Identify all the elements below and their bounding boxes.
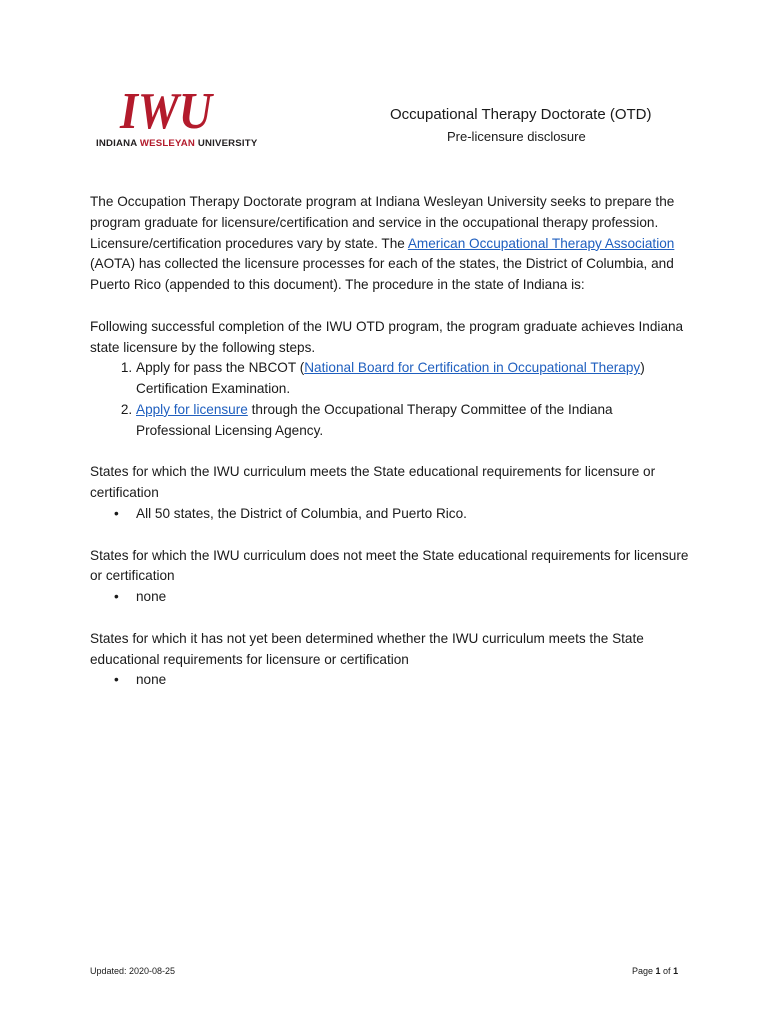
document-subtitle: Pre-licensure disclosure: [447, 129, 586, 144]
svg-text:IWU: IWU: [119, 84, 214, 134]
document-title: Occupational Therapy Doctorate (OTD): [390, 106, 652, 123]
not-meets-list: [90, 587, 690, 608]
apply-licensure-link[interactable]: Apply for licensure: [136, 401, 248, 417]
not-meets-heading: States for which the IWU curriculum does not meet the State educational requirements for licensure or certification: [90, 547, 689, 584]
step-apply-licensure: 2. Apply for licensure through the Occupational Therapy Committee of the Indiana Professional Licensing Agency.: [136, 400, 690, 442]
nbcot-link[interactable]: National Board for Certification in Occupational Therapy: [304, 360, 641, 376]
not-meets-item: • none: [136, 587, 690, 608]
iwu-logo-wordmark: INDIANA WESLEYAN UNIVERSITY: [96, 138, 258, 149]
undetermined-list: [90, 670, 690, 691]
meets-list: [90, 504, 690, 525]
updated-date: Updated: 2020-08-25: [90, 966, 176, 976]
page-number: Page 1 of 1: [632, 966, 679, 976]
undetermined-item: • none: [136, 670, 690, 691]
step-nbcot: 1. Apply for pass the NBCOT (National Board for Certification in Occupational Therapy) Certification Examination.: [136, 358, 690, 400]
licensure-steps-intro: Following successful completion of the IWU OTD program, the program graduate achieves Indiana state licensure by the following steps.: [90, 318, 684, 355]
meets-requirements-section: [90, 462, 690, 524]
undetermined-heading: States for which it has not yet been determined whether the IWU curriculum meets the State educational requirements for licensure or certification: [90, 630, 644, 667]
undetermined-section: [90, 629, 690, 691]
licensure-steps-list: [90, 358, 690, 441]
meets-heading: States for which the IWU curriculum meets the State educational requirements for licensure or certification: [90, 464, 656, 501]
aota-link[interactable]: American Occupational Therapy Association: [407, 235, 675, 251]
intro-paragraph: The Occupation Therapy Doctorate program at Indiana Wesleyan University seeks to prepare the program graduate for licensure/certification and service in the occupational therapy profession. Licensure/certification procedures vary by state. The American Occupational Therapy Association (AOTA) has collected the licensure processes for each of the states, the District of Columbia, and Puerto Rico (appended to this document). The procedure in the state of Indiana is:: [90, 194, 675, 293]
not-meets-requirements-section: [90, 546, 690, 608]
iwu-logo: [96, 84, 258, 154]
licensure-steps-section: [90, 317, 690, 442]
document-body: [90, 192, 690, 712]
iwu-logo-mark: [118, 84, 214, 134]
meets-item: • All 50 states, the District of Columbia, and Puerto Rico.: [136, 504, 690, 525]
